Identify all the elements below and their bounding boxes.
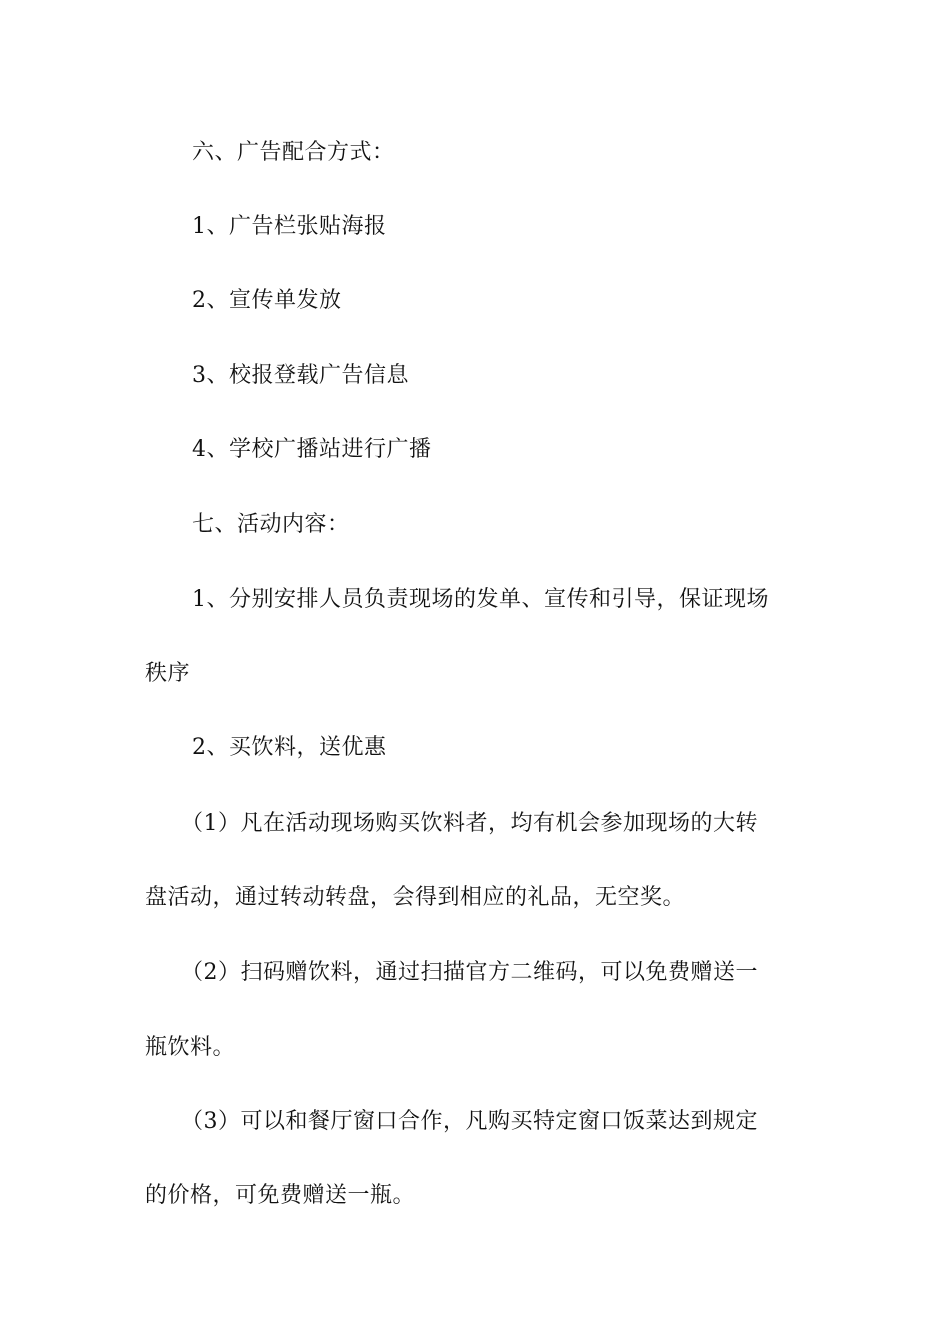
paragraph-line: 1、分别安排人员负责现场的发单、宣传和引导，保证现场 [192,587,769,612]
list-item: 4、学校广播站进行广播 [192,437,432,462]
paragraph-line: （2）扫码赠饮料，通过扫描官方二维码，可以免费赠送一 [181,960,758,985]
paragraph-line: （1）凡在活动现场购买饮料者，均有机会参加现场的大转 [181,811,758,836]
list-item: 1、广告栏张贴海报 [192,214,387,239]
list-item: 2、买饮料，送优惠 [192,735,387,760]
paragraph-line: 盘活动，通过转动转盘，会得到相应的礼品，无空奖。 [145,885,686,910]
list-item: 3、校报登载广告信息 [192,363,409,388]
section-heading-activity: 七、活动内容： [192,512,350,537]
paragraph-line: （3）可以和餐厅窗口合作，凡购买特定窗口饭菜达到规定 [181,1109,758,1134]
section-heading-advertising: 六、广告配合方式： [192,140,395,165]
paragraph-line: 瓶饮料。 [145,1035,236,1060]
paragraph-line: 的价格，可免费赠送一瓶。 [145,1183,416,1208]
paragraph-line: 秩序 [145,661,191,686]
list-item: 2、宣传单发放 [192,288,342,313]
